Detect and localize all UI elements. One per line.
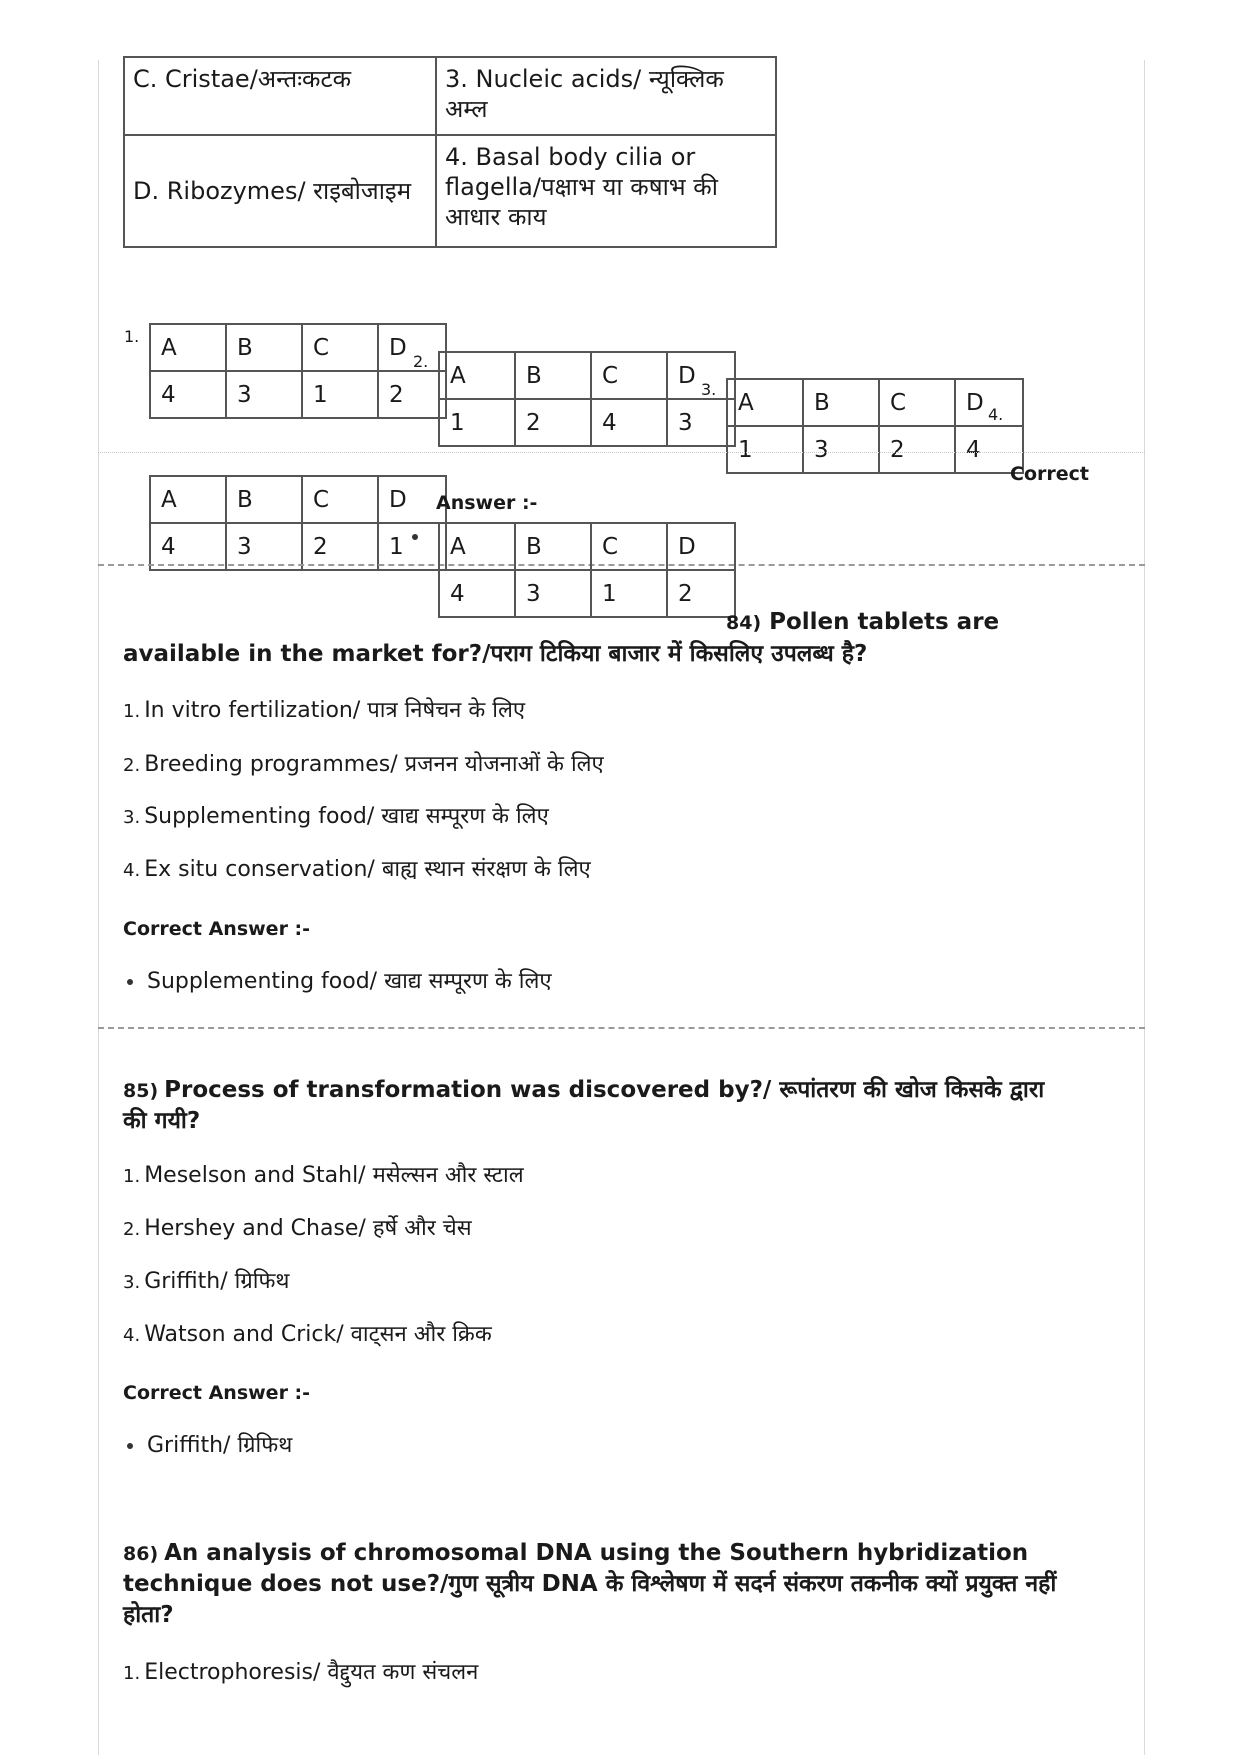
table-cell: C <box>302 324 378 371</box>
divider <box>98 1027 1145 1029</box>
bullet-icon <box>127 1443 133 1449</box>
match-right-cell: 4. Basal body cilia or flagella/पक्षाभ या कषाभ की आधार काय <box>436 135 776 247</box>
table-cell: C <box>879 379 955 426</box>
table-cell: B <box>515 523 591 570</box>
table-cell: D <box>955 379 1023 426</box>
option-number: 3. <box>701 380 717 399</box>
option-number: 4. <box>988 405 1004 424</box>
question-text: Process of transformation was discovered by?/ रूपांतरण की खोज किसके द्वारा <box>164 1077 1045 1103</box>
option-number: 1. <box>123 701 141 722</box>
table-row <box>124 57 776 135</box>
match-left-cell: C. Cristae/अन्तःकटक <box>124 57 436 135</box>
table-cell: 2 <box>378 371 446 418</box>
table-row <box>439 352 735 399</box>
table-cell: 4 <box>150 523 226 570</box>
option-table-4[interactable] <box>149 475 447 571</box>
option-number: 4. <box>123 1325 141 1346</box>
match-right-cell: 3. Nucleic acids/ न्यूक्लिक अम्ल <box>436 57 776 135</box>
divider <box>98 452 1145 453</box>
table-cell: B <box>515 352 591 399</box>
option-item[interactable] <box>123 800 549 830</box>
correct-label: Correct <box>1010 463 1089 485</box>
table-cell: B <box>226 476 302 523</box>
table-cell: 3 <box>226 371 302 418</box>
table-cell: 1 <box>727 426 803 473</box>
table-cell: 4 <box>439 570 515 617</box>
table-cell: C <box>591 352 667 399</box>
option-number: 3. <box>123 807 141 828</box>
option-number: 1. <box>123 1663 141 1684</box>
option-table-1[interactable] <box>149 323 447 419</box>
table-cell: 3 <box>803 426 879 473</box>
option-table-2[interactable] <box>438 351 736 447</box>
correct-answer-label: Correct Answer :- <box>123 1382 311 1404</box>
table-cell: 1 <box>439 399 515 446</box>
table-row <box>124 135 776 247</box>
table-cell: A <box>150 476 226 523</box>
table-row <box>150 523 446 570</box>
table-cell: 2 <box>879 426 955 473</box>
table-row <box>727 426 1023 473</box>
option-item[interactable] <box>123 748 604 778</box>
table-cell: 2 <box>302 523 378 570</box>
question-text: technique does not use?/गुण सूत्रीय DNA के विश्लेषण में सदर्न संकरण तकनीक क्यों प्रयुक्त नहीं <box>123 1571 1057 1597</box>
question-text: Pollen tablets are <box>769 609 1000 635</box>
option-number: 2. <box>123 755 141 776</box>
option-text: Supplementing food/ खाद्य सम्पूरण के लिए <box>144 804 549 829</box>
table-row <box>727 379 1023 426</box>
question-text: An analysis of chromosomal DNA using the Southern hybridization <box>164 1540 1029 1566</box>
option-item[interactable] <box>123 694 525 724</box>
page-right-border <box>1144 60 1145 1755</box>
table-cell: A <box>150 324 226 371</box>
table-row <box>150 371 446 418</box>
answer-text: Griffith/ ग्रिफिथ <box>147 1433 293 1458</box>
table-cell: D <box>378 476 446 523</box>
option-text: In vitro fertilization/ पात्र निषेचन के लिए <box>144 698 526 723</box>
table-row <box>439 399 735 446</box>
table-cell: D <box>378 324 446 371</box>
question-number: 86) <box>123 1543 159 1565</box>
table-cell: 1 <box>591 570 667 617</box>
table-cell: B <box>803 379 879 426</box>
option-number: 1. <box>124 327 140 346</box>
option-number: 1. <box>123 1166 141 1187</box>
option-item[interactable] <box>123 1318 492 1348</box>
option-text: Hershey and Chase/ हर्षे और चेस <box>144 1216 472 1241</box>
bullet-icon <box>127 979 133 985</box>
option-number: 2. <box>413 352 429 371</box>
option-text: Watson and Crick/ वाट्सन और क्रिक <box>144 1322 492 1347</box>
table-cell: 4 <box>955 426 1023 473</box>
table-cell: C <box>591 523 667 570</box>
question-text: available in the market for?/पराग टिकिया बाजार में किसलिए उपलब्ध है? <box>123 641 868 667</box>
question-text: होता? <box>123 1602 174 1628</box>
option-item[interactable] <box>123 853 591 883</box>
table-cell: 3 <box>515 570 591 617</box>
table-cell: 1 <box>302 371 378 418</box>
option-text: Griffith/ ग्रिफिथ <box>144 1269 290 1294</box>
table-cell: 2 <box>515 399 591 446</box>
table-cell: D <box>667 352 735 399</box>
option-item[interactable] <box>123 1212 472 1242</box>
table-cell: B <box>226 324 302 371</box>
option-text: Ex situ conservation/ बाह्य स्थान संरक्षण के लिए <box>144 857 591 882</box>
table-cell: 2 <box>667 570 735 617</box>
table-cell: 4 <box>591 399 667 446</box>
option-item[interactable] <box>123 1656 478 1686</box>
table-cell: C <box>302 476 378 523</box>
table-cell: 1 <box>378 523 446 570</box>
correct-answer-label: Correct Answer :- <box>123 918 311 940</box>
table-row <box>150 476 446 523</box>
table-cell: 3 <box>667 399 735 446</box>
question-number: 85) <box>123 1080 159 1102</box>
option-number: 3. <box>123 1272 141 1293</box>
answer-text: Supplementing food/ खाद्य सम्पूरण के लिए <box>147 969 552 994</box>
option-text: Electrophoresis/ वैद्दुयत कण संचलन <box>144 1660 479 1685</box>
option-table-3[interactable] <box>726 378 1024 474</box>
table-cell: A <box>439 523 515 570</box>
table-cell: A <box>439 352 515 399</box>
match-table <box>123 56 777 248</box>
option-number: 4. <box>123 860 141 881</box>
table-cell: 3 <box>226 523 302 570</box>
question-84-title <box>726 609 999 635</box>
option-number: 2. <box>123 1219 141 1240</box>
question-86-title <box>123 1537 1028 1570</box>
bullet-dot <box>412 534 418 540</box>
table-cell: A <box>727 379 803 426</box>
match-left-cell: D. Ribozymes/ राइबोजाइम <box>124 135 436 247</box>
answer-label: Answer :- <box>436 492 538 514</box>
correct-answer <box>127 965 552 995</box>
table-row <box>150 324 446 371</box>
table-cell: 4 <box>150 371 226 418</box>
table-row <box>439 523 735 570</box>
question-text: की गयी? <box>123 1108 201 1134</box>
question-number: 84) <box>726 612 762 634</box>
option-item[interactable] <box>123 1265 289 1295</box>
option-text: Meselson and Stahl/ मसेल्सन और स्टाल <box>144 1163 524 1188</box>
answer-table <box>438 522 736 618</box>
table-row <box>439 570 735 617</box>
option-item[interactable] <box>123 1159 524 1189</box>
question-85-title <box>123 1074 1044 1107</box>
table-cell: D <box>667 523 735 570</box>
page-left-border <box>98 60 99 1755</box>
correct-answer <box>127 1429 292 1459</box>
option-text: Breeding programmes/ प्रजनन योजनाओं के लिए <box>144 752 604 777</box>
